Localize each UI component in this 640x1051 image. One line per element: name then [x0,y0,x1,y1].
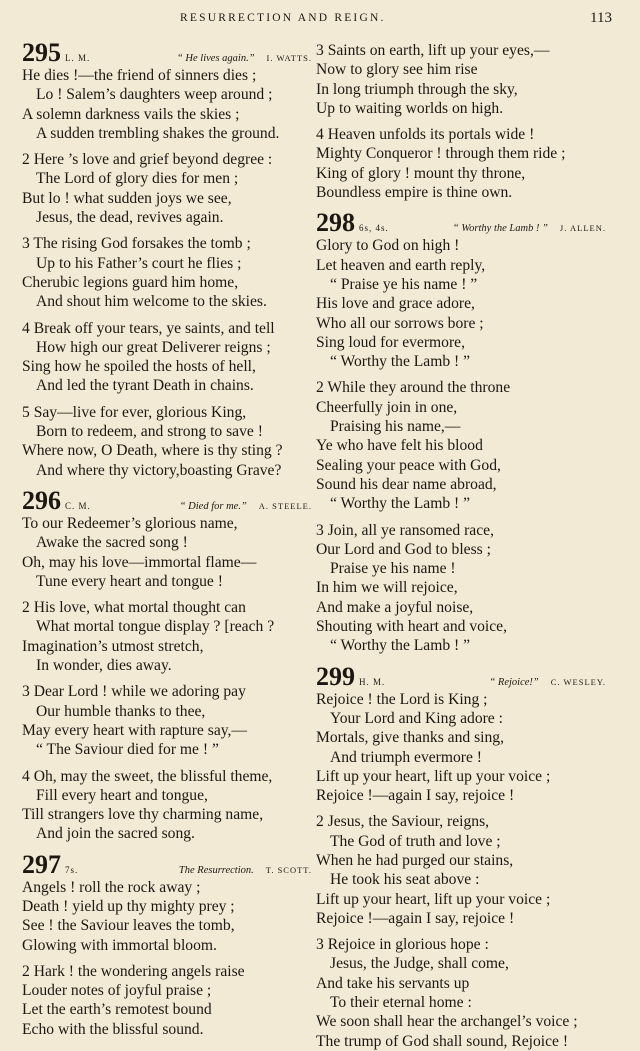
hymn-tune: The Resurrection. [178,864,254,876]
verse-line: He dies !—the friend of sinners dies ; [22,67,257,84]
verse-line: The God of truth and love ; [330,832,501,850]
verse-line: Death ! yield up thy mighty prey ; [22,897,235,915]
stanza [22,319,312,396]
verse-line: Now to glory see him rise [316,61,478,79]
verse-line: King of glory ! mount thy throne, [316,164,526,182]
hymn [316,210,606,655]
verse-line: Boundless empire is thine own. [316,184,513,202]
verse-line: Lift up your heart, lift up your voice ; [316,767,551,785]
verse-line: He took his seat above : [330,871,480,889]
hymn-header [22,40,312,66]
page-number: 113 [590,10,612,26]
verse-line: “ Worthy the Lamb ! ” [330,637,471,655]
verse-line: 5 Say—live for ever, glorious King, [22,403,247,421]
verse-line: To our Redeemer’s glorious name, [22,514,238,532]
verse-line: Angels ! roll the rock away ; [22,878,201,896]
verse-line: 3 Join, all ye ransomed race, [316,521,494,539]
hymn-tune: “ Worthy the Lamb ! ” [452,223,548,235]
verse-line: The Lord of glory dies for men ; [36,170,239,188]
verse-line: Our humble thanks to thee, [36,702,206,720]
verse-line: We soon shall hear the archangel’s voice ; [316,1013,578,1031]
hymn-number: 299 [316,661,355,691]
verse-line: And take his servants up [316,974,470,992]
verse-line: And make a joyful noise, [316,598,474,616]
verse-line: Praise ye his name ! [330,560,456,578]
verse-line: What mortal tongue display ? [reach ? [36,618,275,636]
stanza [316,378,606,513]
stanza [22,682,312,759]
hymn-author: I. WATTS. [266,53,312,63]
verse-line: Your Lord and King adore : [330,709,503,727]
verse-line: Praising his name,— [330,418,461,436]
hymn-author: T. SCOTT. [265,864,312,875]
stanza [316,236,606,371]
stanza [316,125,606,202]
stanza [22,598,312,675]
verse-line: 2 Here ’s love and grief beyond degree : [22,151,273,169]
verse-line: Till strangers love thy charming name, [22,806,264,824]
verse-line: 2 His love, what mortal thought can [22,599,246,617]
verse-line: Sing how he spoiled the hosts of hell, [22,358,256,376]
verse-line: 4 Heaven unfolds its portals wide ! [316,126,535,144]
verse-line: Sing loud for evermore, [316,333,465,351]
hymn-author: C. WESLEY. [550,676,606,687]
hymn-tune: “ Died for me.” [179,500,247,512]
verse-line: But lo ! what sudden joys we see, [22,189,232,207]
stanza [22,514,312,591]
stanza [316,41,606,118]
verse-line: A solemn darkness vails the skies ; [22,105,240,123]
hymn-meter: 6s, 4s. [359,223,389,234]
verse-line: Oh, may his love—immortal flame— [22,553,257,571]
verse-line: And triumph evermore ! [330,748,482,766]
verse-line: Up to his Father’s court he flies ; [36,254,242,272]
verse-line: “ Worthy the Lamb ! ” [330,495,471,513]
verse-line: Glory to God on high ! [316,237,460,255]
verse-line: 3 Rejoice in glorious hope : [316,936,489,954]
verse-line: Rejoice !—again I say, rejoice ! [316,909,515,927]
verse-line: 3 Saints on earth, lift up your eyes,— [316,42,550,59]
stanza [22,767,312,844]
verse-line: A sudden trembling shakes the ground. [36,124,280,142]
verse-line: “ Worthy the Lamb ! ” [330,353,471,371]
hymn-meter: H. M. [359,676,386,687]
stanza [316,812,606,928]
verse-line: The trump of God shall sound, Rejoice ! [316,1032,569,1050]
hymn-author: A. STEELE. [258,500,312,511]
verse-line: “ Praise ye his name ! ” [330,275,478,293]
hymn [22,849,312,1039]
stanza [316,521,606,656]
verse-line: Let the earth’s remotest bound [22,1001,212,1019]
verse-line: Born to redeem, and strong to save ! [36,423,263,441]
verse-line: And join the sacred song. [36,825,195,843]
verse-line: Ye who have felt his blood [316,437,483,455]
verse-line: Louder notes of joyful praise ; [22,982,212,1000]
hymn-number: 298 [316,208,355,238]
hymn-number: 296 [22,485,61,515]
verse-line: Lo ! Salem’s daughters weep around ; [36,86,273,104]
hymn-header [22,849,312,879]
verse-line: 4 Break off your tears, ye saints, and tell [22,319,275,337]
verse-line: In wonder, dies away. [36,657,172,675]
verse-line: Sound his dear name abroad, [316,475,497,493]
verse-line: And shout him welcome to the skies. [36,293,267,311]
hymn [316,661,606,1051]
verse-line: Shouting with heart and voice, [316,618,507,636]
verse-line: 2 Jesus, the Saviour, reigns, [316,813,490,831]
verse-line: In him we will rejoice, [316,579,458,597]
verse-line: 4 Oh, may the sweet, the blissful theme, [22,767,273,785]
verse-line: Rejoice !—again I say, rejoice ! [316,787,515,805]
verse-line: Echo with the blissful sound. [22,1020,204,1038]
verse-line: Jesus, the dead, revives again. [36,209,224,227]
verse-line: Sealing your peace with God, [316,456,501,474]
hymn [22,40,312,480]
stanza [316,935,606,1051]
verse-line: Lift up your heart, lift up your voice ; [316,890,551,908]
stanza [22,403,312,480]
verse-line: In long triumph through the sky, [316,80,518,98]
hymn-meter: C. M. [65,500,91,511]
verse-line: Rejoice ! the Lord is King ; [316,690,488,708]
verse-line: And where thy victory,boasting Grave? [36,461,282,479]
verse-line: 2 While they around the throne [316,379,511,397]
page-header [0,10,640,32]
verse-line: Who all our sorrows bore ; [316,314,484,332]
verse-line: “ The Saviour died for me ! ” [36,741,219,759]
verse-line: Let heaven and earth reply, [316,256,486,274]
hymn-author: J. ALLEN. [559,223,606,234]
hymn [22,485,312,844]
hymn-tune: “ Rejoice!” [489,676,539,688]
verse-line: See ! the Saviour leaves the tomb, [22,917,235,935]
verse-line: Our Lord and God to bless ; [316,540,491,558]
hymn-number: 297 [22,849,61,879]
verse-line: May every heart with rapture say,— [22,721,248,739]
verse-line: When he had purged our stains, [316,851,514,869]
verse-line: And led the tyrant Death in chains. [36,377,254,395]
verse-line: Awake the sacred song ! [36,534,188,552]
running-title: RESURRECTION AND REIGN. [180,12,386,24]
verse-line: Cherubic legions guard him home, [22,273,239,291]
verse-line: Fill every heart and tongue, [36,786,208,804]
verse-line: 2 Hark ! the wondering angels raise [22,962,245,980]
verse-line: Tune every heart and tongue ! [36,572,223,590]
stanza [316,690,606,806]
hymn-header [316,661,606,691]
stanza [22,878,312,955]
hymn [316,41,606,202]
verse-line: 3 Dear Lord ! while we adoring pay [22,683,246,701]
hymn-number: 295 [22,38,61,67]
hymn-tune: “ He lives again.” [176,53,255,64]
verse-line: Cheerfully join in one, [316,398,458,416]
stanza [22,962,312,1039]
verse-line: Where now, O Death, where is thy sting ? [22,442,283,460]
stanza [22,150,312,227]
verse-line: How high our great Deliverer reigns ; [36,338,271,356]
verse-line: Jesus, the Judge, shall come, [330,955,509,973]
verse-line: Imagination’s utmost stretch, [22,637,204,655]
verse-line: Glowing with immortal bloom. [22,936,217,954]
left-column [22,34,312,1039]
stanza [22,66,312,143]
hymn-meter: L. M. [65,53,91,63]
verse-line: His love and grace adore, [316,295,475,313]
hymn-header [22,485,312,515]
verse-line: Mighty Conqueror ! through them ride ; [316,145,566,163]
hymn-header [316,210,606,236]
right-column [316,34,606,1051]
stanza [22,234,312,311]
verse-line: 3 The rising God forsakes the tomb ; [22,235,251,253]
verse-line: Mortals, give thanks and sing, [316,729,504,747]
verse-line: Up to waiting worlds on high. [316,99,504,117]
hymn-meter: 7s. [65,864,79,875]
verse-line: To their eternal home : [330,994,472,1012]
